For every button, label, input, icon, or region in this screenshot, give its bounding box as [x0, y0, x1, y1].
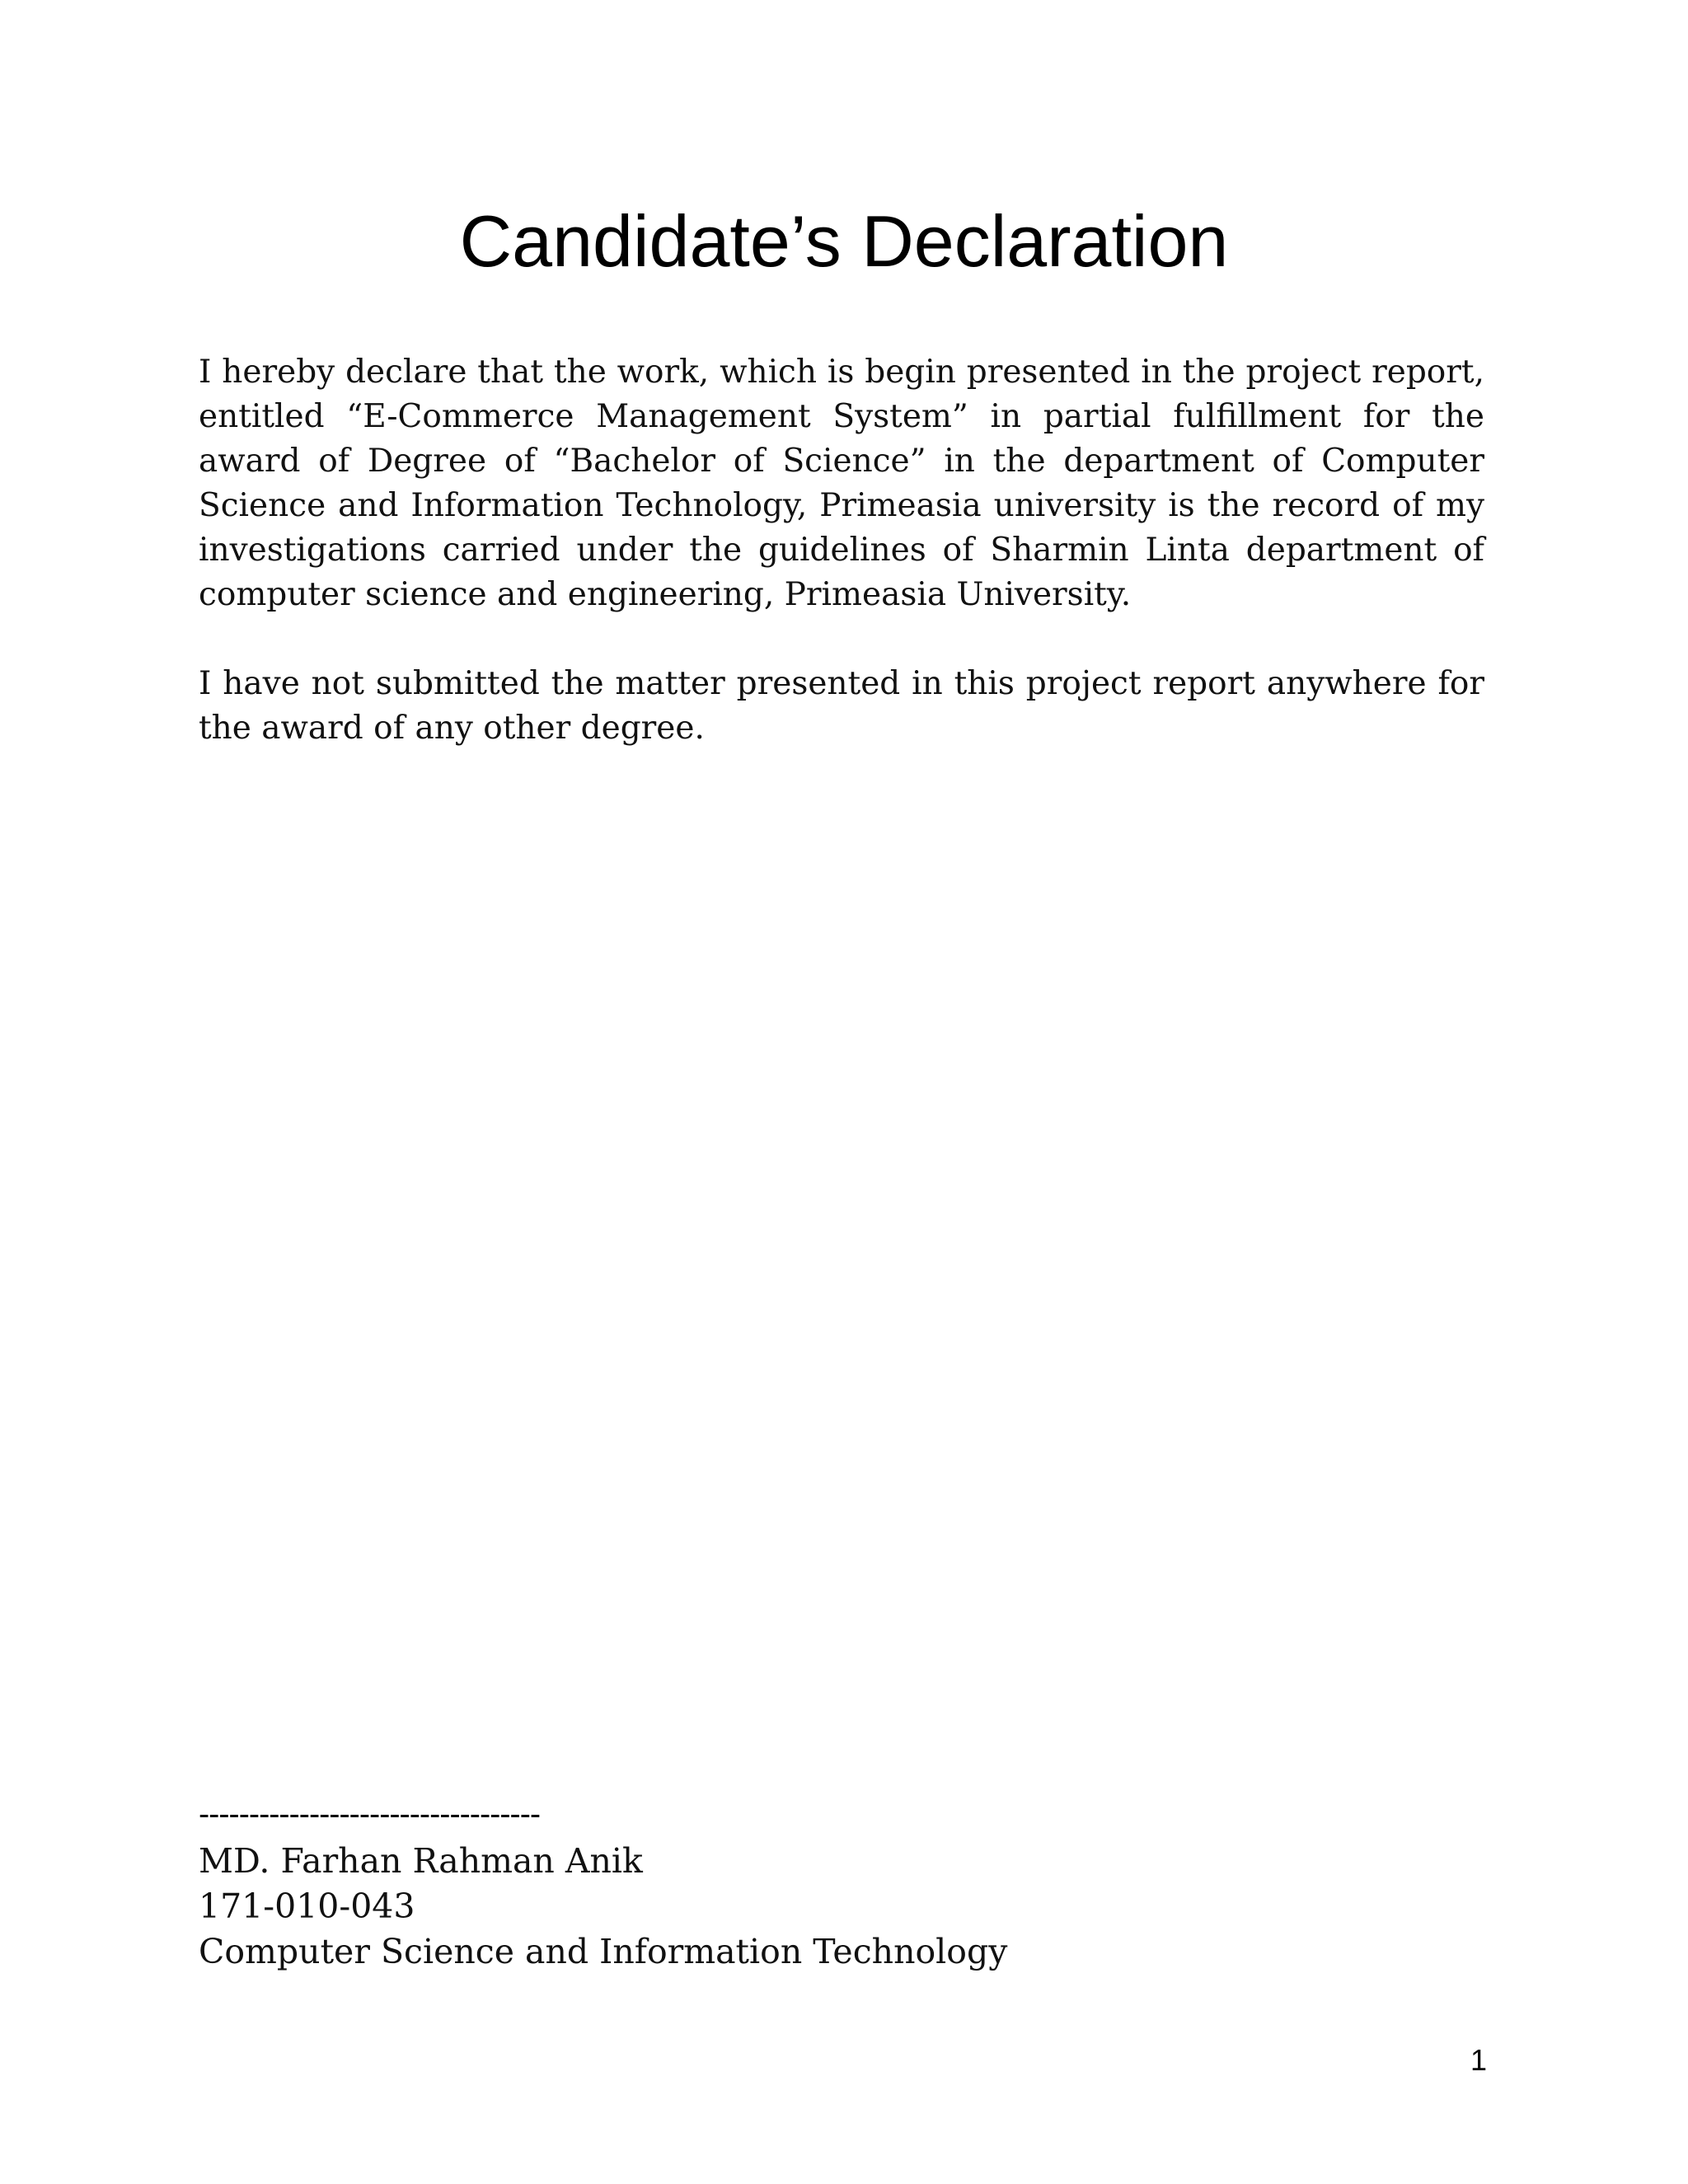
declaration-paragraph: I hereby declare that the work, which is begin presented in the project report, entitled “E-Commerce Management System” in partial fulfillment for the award of Degree of “Bachelor of Science” in the department of Computer Science and Information Technology, Primeasia university is the record of my investigations carried under the guidelines of Sharmin Linta department of computer science and engineering, Primeasia University. — [199, 354, 1484, 613]
candidate-department: Computer Science and Information Technology — [199, 1932, 1008, 1971]
signature-line: ---------------------------------- — [199, 1796, 541, 1833]
page-title: Candidate’s Declaration — [459, 200, 1229, 282]
non-submission-paragraph: I have not submitted the matter presented in this project report anywhere for the award of any other degree. — [199, 665, 1484, 747]
candidate-info — [199, 1839, 1007, 1975]
candidate-name: MD. Farhan Rahman Anik — [199, 1841, 643, 1881]
candidate-id: 171-010-043 — [199, 1886, 415, 1926]
page-number: 1 — [1470, 2043, 1487, 2077]
